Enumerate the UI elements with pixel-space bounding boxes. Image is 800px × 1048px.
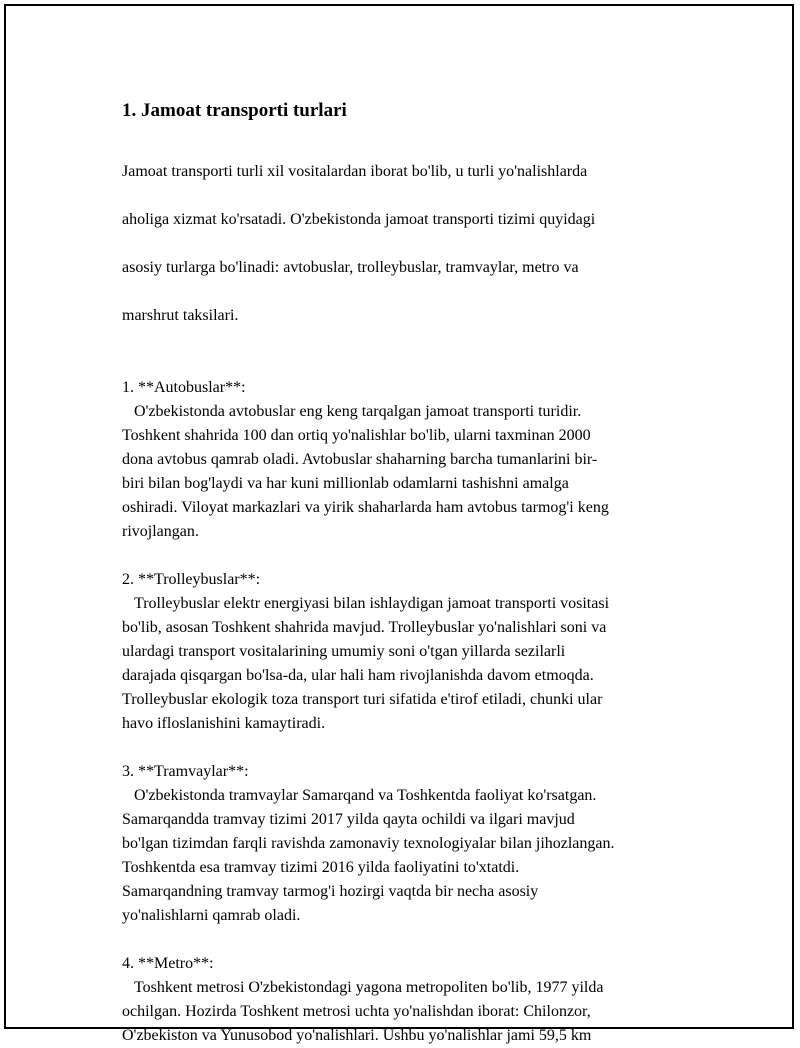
text-line: rivojlangan. <box>122 523 199 540</box>
section-trolleybuslar <box>122 568 702 736</box>
text-line: O'zbekiston va Yunusobod yo'nalishlari. Ushbu yo'nalishlar jami 59,5 km <box>122 1027 592 1044</box>
text-line: ochilgan. Hozirda Toshkent metrosi uchta yo'nalishdan iborat: Chilonzor, <box>122 1003 591 1020</box>
section-heading: 1. Jamoat transporti turlari <box>122 100 347 121</box>
text-line: biri bilan bog'laydi va har kuni millionlab odamlarni tashishni amalga <box>122 475 569 492</box>
section-title: 3. **Tramvaylar**: <box>122 763 249 780</box>
text-line: yo'nalishlarni qamrab oladi. <box>122 907 301 924</box>
text-line: Samarqandda tramvay tizimi 2017 yilda qayta ochildi va ilgari mavjud <box>122 811 575 828</box>
section-title: 2. **Trolleybuslar**: <box>122 571 261 588</box>
text-line: Trolleybuslar elektr energiyasi bilan ishlaydigan jamoat transporti vositasi <box>134 595 610 612</box>
text-line: dona avtobus qamrab oladi. Avtobuslar shaharning barcha tumanlarini bir- <box>122 451 598 468</box>
text-line: Toshkent metrosi O'zbekistondagi yagona metropoliten bo'lib, 1977 yilda <box>134 979 604 996</box>
text-line: Toshkent shahrida 100 dan ortiq yo'nalishlar bo'lib, ularni taxminan 2000 <box>122 427 591 444</box>
section-metro <box>122 952 702 1048</box>
text-line: Samarqandning tramvay tarmog'i hozirgi vaqtda bir necha asosiy <box>122 883 539 900</box>
text-line: ulardagi transport vositalarining umumiy soni o'tgan yillarda sezilarli <box>122 643 566 660</box>
text-line: havo ifloslanishini kamaytiradi. <box>122 715 326 732</box>
text-line: Toshkentda esa tramvay tizimi 2016 yilda faoliyatini to'xtatdi. <box>122 859 520 876</box>
text-line: bo'lib, asosan Toshkent shahrida mavjud. Trolleybuslar yo'nalishlari soni va <box>122 619 607 636</box>
text-line: O'zbekistonda tramvaylar Samarqand va Toshkentda faoliyat ko'rsatgan. <box>134 787 597 804</box>
text-line: Jamoat transporti turli xil vositalardan iborat bo'lib, u turli yo'nalishlarda <box>122 163 588 180</box>
section-title: 4. **Metro**: <box>122 955 214 972</box>
document-body <box>122 98 702 1048</box>
section-tramvaylar <box>122 760 702 928</box>
text-line: marshrut taksilari. <box>122 307 239 324</box>
text-line: darajada qisqargan bo'lsa-da, ular hali ham rivojlanishda davom etmoqda. <box>122 667 594 684</box>
page-frame <box>4 4 794 1044</box>
text-line: Trolleybuslar ekologik toza transport turi sifatida e'tirof etiladi, chunki ular <box>122 691 603 708</box>
text-line: asosiy turlarga bo'linadi: avtobuslar, trolleybuslar, tramvaylar, metro va <box>122 259 579 276</box>
section-title: 1. **Autobuslar**: <box>122 379 246 396</box>
text-line: aholiga xizmat ko'rsatadi. O'zbekistonda jamoat transporti tizimi quyidagi <box>122 211 596 228</box>
section-autobuslar <box>122 376 702 544</box>
text-line: O'zbekistonda avtobuslar eng keng tarqalgan jamoat transporti turidir. <box>134 403 582 420</box>
intro-paragraph <box>122 136 702 352</box>
text-line: oshiradi. Viloyat markazlari va yirik shaharlarda ham avtobus tarmog'i keng <box>122 499 609 516</box>
text-line: bo'lgan tizimdan farqli ravishda zamonaviy texnologiyalar bilan jihozlangan. <box>122 835 615 852</box>
